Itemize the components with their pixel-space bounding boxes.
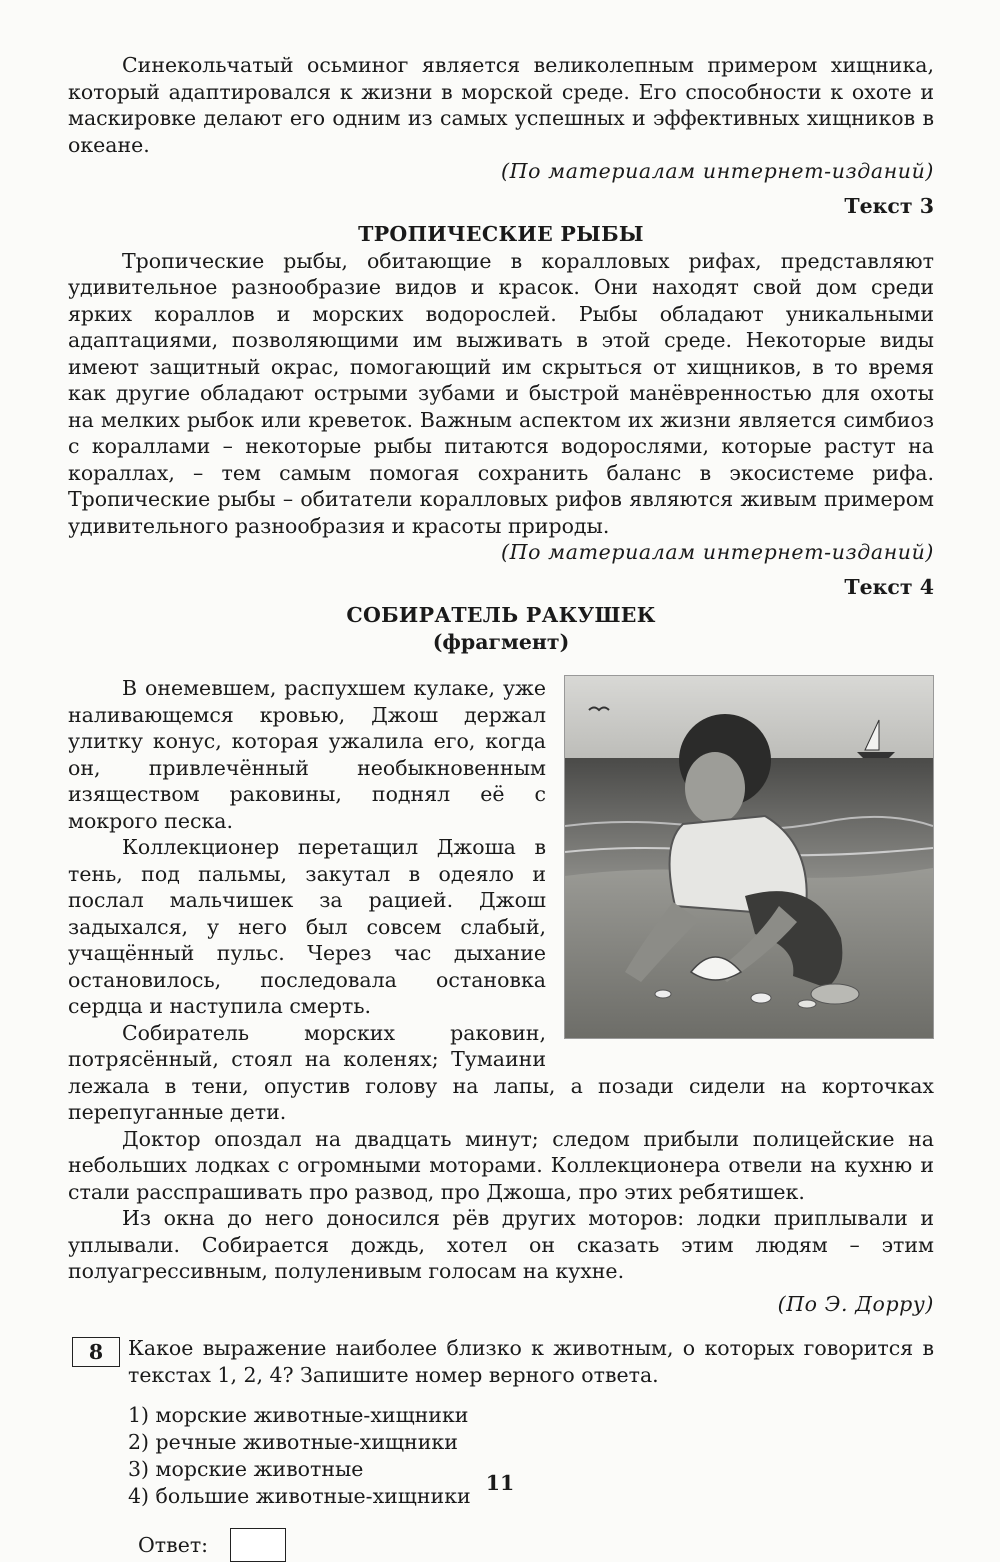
text2-final-paragraph: Синекольчатый осьминог является великолепным примером хищника, который адаптировался к жизни в морской среде. Его способности к охоте и маскировке делают его одним из самых успешных и эффективных хищников в океане. [68, 53, 934, 157]
answer-option-1: 1) морские животные-хищники [128, 1403, 469, 1427]
text4-paragraph-3: Собиратель морских раковин, потрясённый, стоял на коленях; Тумаини лежала в тени, опустив голову на лапы, а позади сидели на корточках перепуганные дети. [68, 1020, 934, 1124]
answer-row [138, 1528, 934, 1562]
answer-option-2: 2) речные животные-хищники [128, 1430, 458, 1454]
boy-collecting-shells-illustration [564, 675, 934, 1039]
text4-label: Текст 4 [844, 574, 934, 599]
text4-subtitle: (фрагмент) [432, 629, 570, 654]
answer-box[interactable] [230, 1528, 286, 1562]
text4-paragraph-4: Доктор опоздал на двадцать минут; следом прибыли полицейские на небольших лодках с огромными моторами. Коллекционера отвели на кухню и стали расспрашивать про развод, про Джоша, про этих ребятишек. [68, 1126, 934, 1204]
beach-scene-drawing [565, 676, 933, 1038]
answer-option-4: 4) большие животные-хищники [128, 1484, 471, 1508]
text4-source: (По Э. Дорру) [777, 1291, 934, 1316]
text4-paragraph-5: Из окна до него доносился рёв других моторов: лодки приплывали и уплывали. Собирается дождь, хотел он сказать этим людям – этим полуагрессивным, полуленивым голосам на кухне. [68, 1206, 934, 1283]
text3-label: Текст 3 [844, 193, 934, 218]
question-text: Какое выражение наиболее близко к животным, о которых говорится в текстах 1, 2, 4? Запишите номер верного ответа. [128, 1336, 934, 1387]
answer-option-3: 3) морские животные [128, 1457, 364, 1481]
text3-paragraph: Тропические рыбы, обитающие в коралловых рифах, представляют удивительное разнообразие видов и красок. Они находят свой дом среди ярких кораллов и морских водорослей. Рыбы обладают уникальными адаптациями, позволяющими им выживать в этой среде. Некоторые виды имеют защитный окрас, помогающий им скрыться от хищников, в то время как другие обладают острыми зубами и быстрой манёвренностью для охоты на мелких рыбок или креветок. Важным аспектом их жизни является симбиоз с кораллами – некоторые рыбы питаются водорослями, которые растут на кораллах, – тем самым помогая сохранить баланс в экосистеме рифа. Тропические рыбы – обитатели коралловых рифов являются живым примером удивительного разнообразия и красоты природы. [68, 248, 934, 538]
page-number: 11 [485, 1471, 515, 1495]
answer-label: Ответ: [138, 1532, 209, 1557]
question-8 [68, 1335, 934, 1562]
text2-source: (По материалам интернет-изданий) [501, 159, 934, 183]
text4-paragraph-1: В онемевшем, распухшем кулаке, уже наливающемся кровью, Джош держал улитку конус, которая ужалила его, когда он, привлечённый необыкновенным изяществом раковины, поднял её с мокрого песка. [68, 676, 546, 833]
question-number-box: 8 [72, 1337, 120, 1367]
text4-title: СОБИРАТЕЛЬ РАКУШЕК [346, 603, 656, 627]
text3-source: (По материалам интернет-изданий) [501, 540, 934, 564]
page-content [68, 52, 934, 1562]
text4-body [68, 675, 934, 1317]
text4-paragraph-2: Коллекционер перетащил Джоша в тень, под пальмы, закутал в одеяло и послал мальчишек за рацией. Джош задыхался, у него был совсем слабый, учащённый пульс. Через час дыхание остановилось, последовала остановка сердца и наступила смерть. [68, 835, 546, 1018]
text3-title: ТРОПИЧЕСКИЕ РЫБЫ [358, 222, 644, 246]
